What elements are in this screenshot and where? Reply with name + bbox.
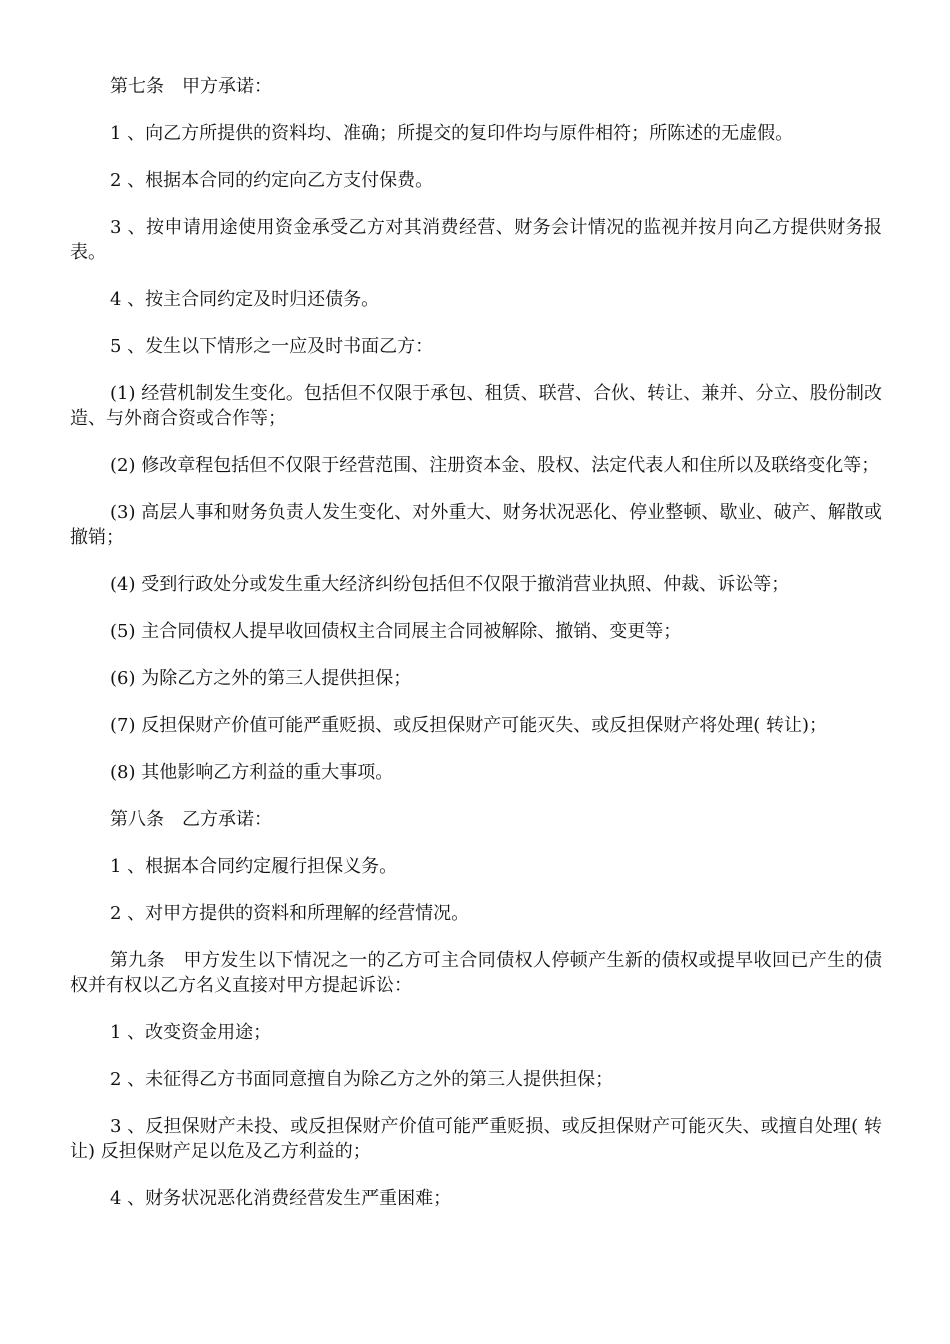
article-7-heading: 第七条 甲方承诺： — [110, 76, 272, 97]
article-9-heading: 第九条 甲方发生以下情况之一的乙方可主合同债权人停顿产生新的债权或提早收回已产生的债权并有权以乙方名义直接对甲方提起诉讼： — [70, 950, 882, 996]
article-7-item-5-sub-4: (4) 受到行政处分或发生重大经济纠纷包括但不仅限于撤消营业执照、仲裁、诉讼等； — [110, 574, 790, 595]
article-9-item-4: 4 、财务状况恶化消费经营发生严重困难； — [110, 1188, 452, 1209]
article-9-item-2: 2 、未征得乙方书面同意擅自为除乙方之外的第三人提供担保； — [110, 1069, 614, 1090]
article-7-item-5-sub-7: (7) 反担保财产价值可能严重贬损、或反担保财产可能灭失、或反担保财产将处理( 转让)； — [110, 715, 827, 736]
article-7-item-5-sub-5: (5) 主合同债权人提早收回债权主合同展主合同被解除、撤销、变更等； — [110, 621, 682, 642]
article-7-item-1: 1 、向乙方所提供的资料均、准确；所提交的复印件均与原件相符；所陈述的无虚假。 — [110, 123, 794, 144]
article-7-item-4: 4 、按主合同约定及时归还债务。 — [110, 289, 380, 310]
article-7-item-5-sub-8: (8) 其他影响乙方利益的重大事项。 — [110, 762, 394, 783]
article-7-item-5: 5 、发生以下情形之一应及时书面乙方： — [110, 336, 434, 357]
article-8-item-2: 2 、对甲方提供的资料和所理解的经营情况。 — [110, 903, 470, 924]
article-9-item-3: 3 、反担保财产未投、或反担保财产价值可能严重贬损、或反担保财产可能灭失、或擅自处理( 转让) 反担保财产足以危及乙方利益的； — [70, 1116, 882, 1162]
article-7-item-5-sub-2: (2) 修改章程包括但不仅限于经营范围、注册资本金、股权、法定代表人和住所以及联络变化等； — [110, 455, 880, 476]
article-7-item-5-sub-6: (6) 为除乙方之外的第三人提供担保； — [110, 668, 412, 689]
article-7-item-3: 3 、按申请用途使用资金承受乙方对其消费经营、财务会计情况的监视并按月向乙方提供财务报表。 — [70, 217, 882, 263]
article-7-item-2: 2 、根据本合同的约定向乙方支付保费。 — [110, 170, 434, 191]
article-8-item-1: 1 、根据本合同约定履行担保义务。 — [110, 856, 398, 877]
document-body — [70, 74, 882, 1233]
article-8-heading: 第八条 乙方承诺： — [110, 809, 272, 830]
article-7-item-5-sub-1: (1) 经营机制发生变化。包括但不仅限于承包、租赁、联营、合伙、转让、兼并、分立、股份制改造、与外商合资或合作等； — [70, 383, 882, 429]
article-9-item-1: 1 、改变资金用途； — [110, 1022, 272, 1043]
article-7-item-5-sub-3: (3) 高层人事和财务负责人发生变化、对外重大、财务状况恶化、停业整顿、歇业、破产、解散或撤销； — [70, 502, 882, 548]
